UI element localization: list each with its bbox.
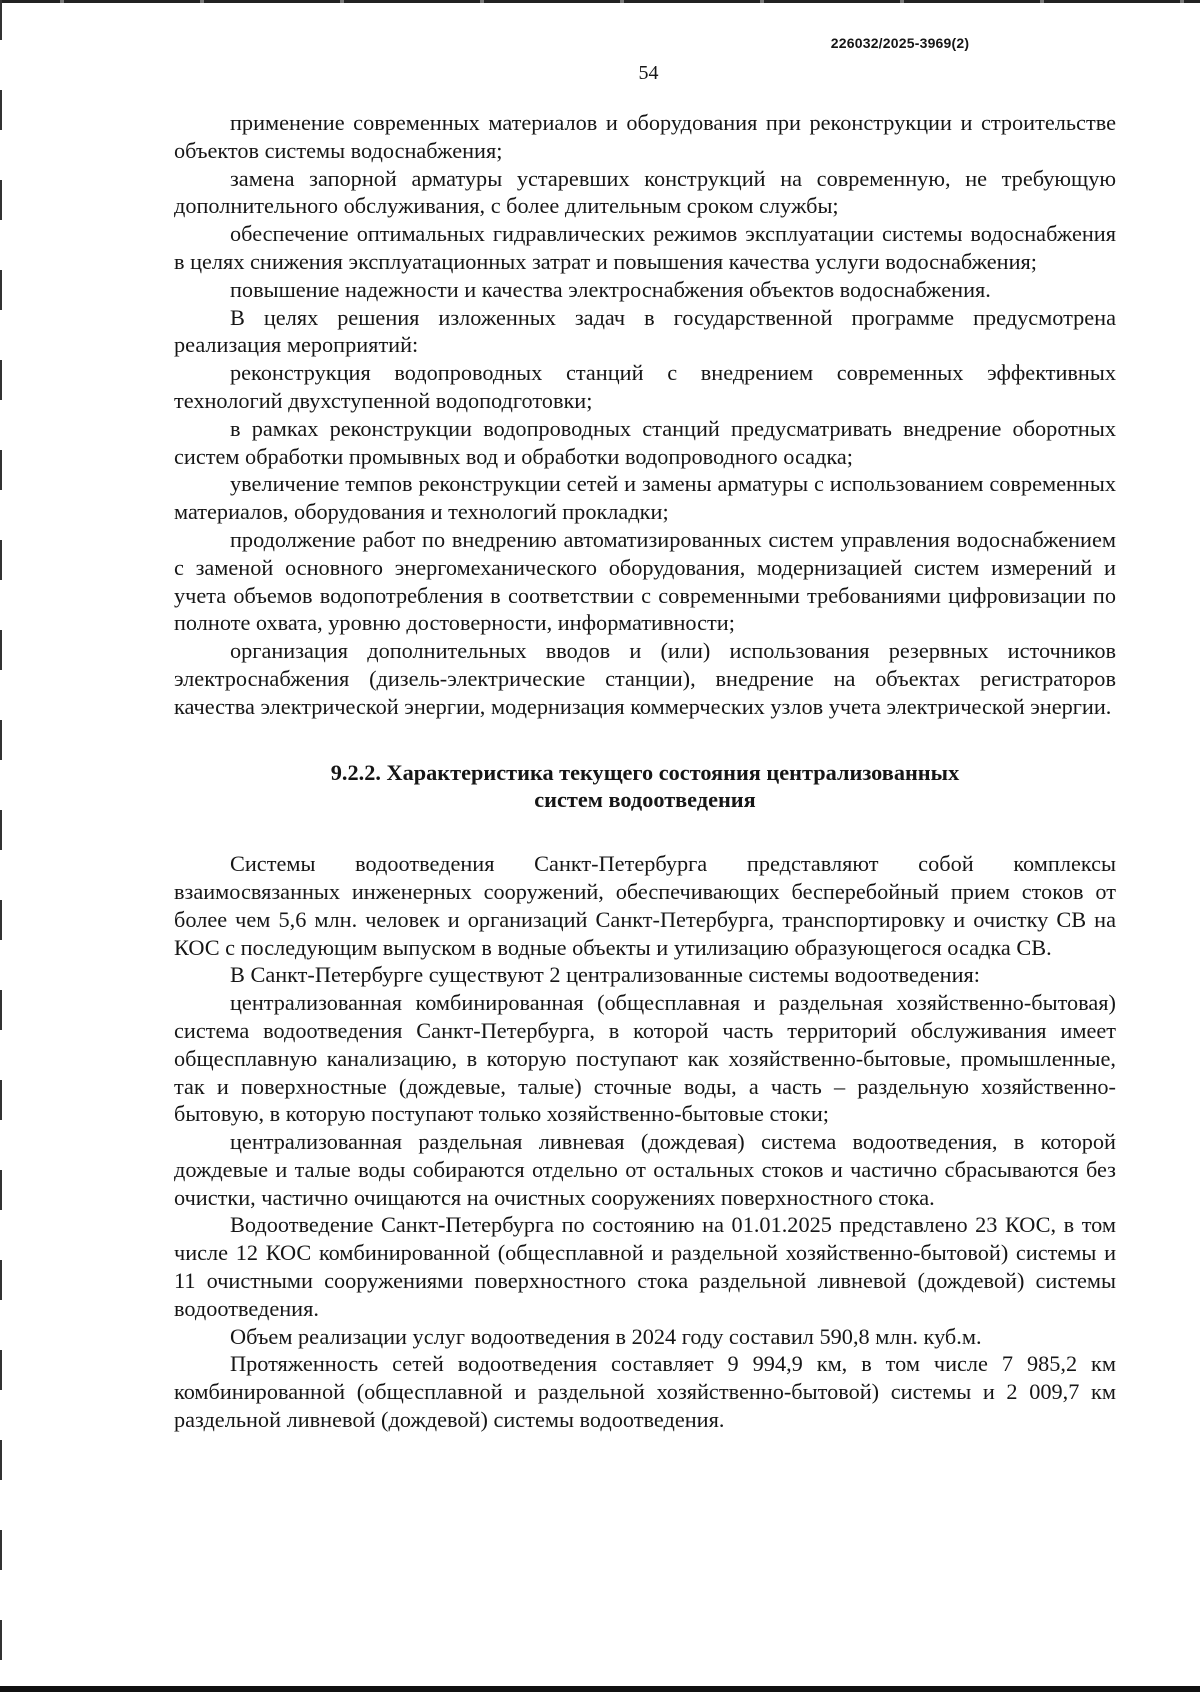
section-heading-line: систем водоотведения — [534, 787, 756, 813]
page-number: 54 — [638, 62, 659, 84]
paragraph: организация дополнительных вводов и (или) использования резервных источников электроснабжения (дизель-электрические станции), внедрение на объектах регистраторов качества электрической энергии, модернизация коммерческих узлов учета электрической энергии. — [174, 638, 1116, 719]
paragraph: реконструкция водопроводных станций с внедрением современных эффективных технологий двухступенной водоподготовки; — [174, 360, 1116, 413]
scan-edge-left — [0, 0, 2, 1686]
paragraph: в рамках реконструкции водопроводных станций предусматривать внедрение оборотных систем обработки промывных вод и обработки водопроводного осадка; — [174, 415, 1116, 469]
paragraph: В целях решения изложенных задач в государственной программе предусмотрена реализация мероприятий: — [174, 304, 1116, 358]
paragraph: применение современных материалов и оборудования при реконструкции и строительстве объектов системы водоснабжения; — [174, 110, 1116, 163]
paragraph: обеспечение оптимальных гидравлических режимов эксплуатации системы водоснабжения в целях снижения эксплуатационных затрат и повышения качества услуги водоснабжения; — [174, 221, 1116, 274]
document-body — [174, 109, 1116, 1434]
scan-edge-top — [0, 0, 1200, 3]
paragraph: централизованная комбинированная (общесплавная и раздельная хозяйственно-бытовая) система водоотведения Санкт-Петербурга, в которой часть территорий обслуживания имеет общесплавную канализацию, в которую поступают как хозяйственно-бытовые, промышленные, так и поверхностные (дождевые, талые) сточные воды, а часть – раздельную хозяйственно-бытовую, в которую поступают только хозяйственно-бытовые стоки; — [174, 990, 1116, 1127]
paragraph: продолжение работ по внедрению автоматизированных систем управления водоснабжением с заменой основного энергомеханического оборудования, модернизацией систем измерений и учета объемов водопотребления в соответствии с современными требованиями цифровизации по полноте охвата, уровню достоверности, информативности; — [174, 526, 1116, 636]
paragraph: увеличение темпов реконструкции сетей и замены арматуры с использованием современных материалов, оборудования и технологий прокладки; — [174, 471, 1116, 525]
paragraph: Водоотведение Санкт-Петербурга по состоянию на 01.01.2025 представлено 23 КОС, в том числе 12 КОС комбинированной (общесплавной и раздельной хозяйственно-бытовой) системы и 11 очистными сооружениями поверхностного стока раздельной ливневой (дождевой) системы водоотведения. — [174, 1212, 1116, 1321]
scan-edge-bottom — [0, 1686, 1200, 1692]
section-heading — [174, 759, 1116, 815]
paragraph: Объем реализации услуг водоотведения в 2024 году составил 590,8 млн. куб.м. — [230, 1323, 982, 1349]
paragraph: централизованная раздельная ливневая (дождевая) система водоотведения, в которой дождевые и талые воды собираются отдельно от остальных стоков и частично сбрасываются без очистки, частично очищаются на очистных сооружениях поверхностного стока. — [174, 1129, 1116, 1210]
registration-number: 226032/2025-3969(2) — [830, 35, 970, 51]
paragraph: замена запорной арматуры устаревших конструкций на современную, не требующую дополнительного обслуживания, с более длительным сроком службы; — [174, 165, 1116, 219]
paragraph: В Санкт-Петербурге существуют 2 централизованные системы водоотведения: — [230, 962, 980, 988]
paragraph: Протяженность сетей водоотведения составляет 9 994,9 км, в том числе 7 985,2 км комбинированной (общесплавной и раздельной хозяйственно-бытовой) системы и 2 009,7 км раздельной ливневой (дождевой) системы водоотведения. — [174, 1351, 1116, 1433]
paragraph: Системы водоотведения Санкт-Петербурга представляют собой комплексы взаимосвязанных инженерных сооружений, обеспечивающих бесперебойный прием стоков от более чем 5,6 млн. человек и организаций Санкт-Петербурга, транспортировку и очистку СВ на КОС с последующим выпуском в водные объекты и утилизацию образующегося осадка СВ. — [174, 851, 1116, 960]
section-heading-line: 9.2.2. Характеристика текущего состояния централизованных — [330, 759, 960, 785]
paragraph: повышение надежности и качества электроснабжения объектов водоснабжения. — [230, 276, 991, 302]
